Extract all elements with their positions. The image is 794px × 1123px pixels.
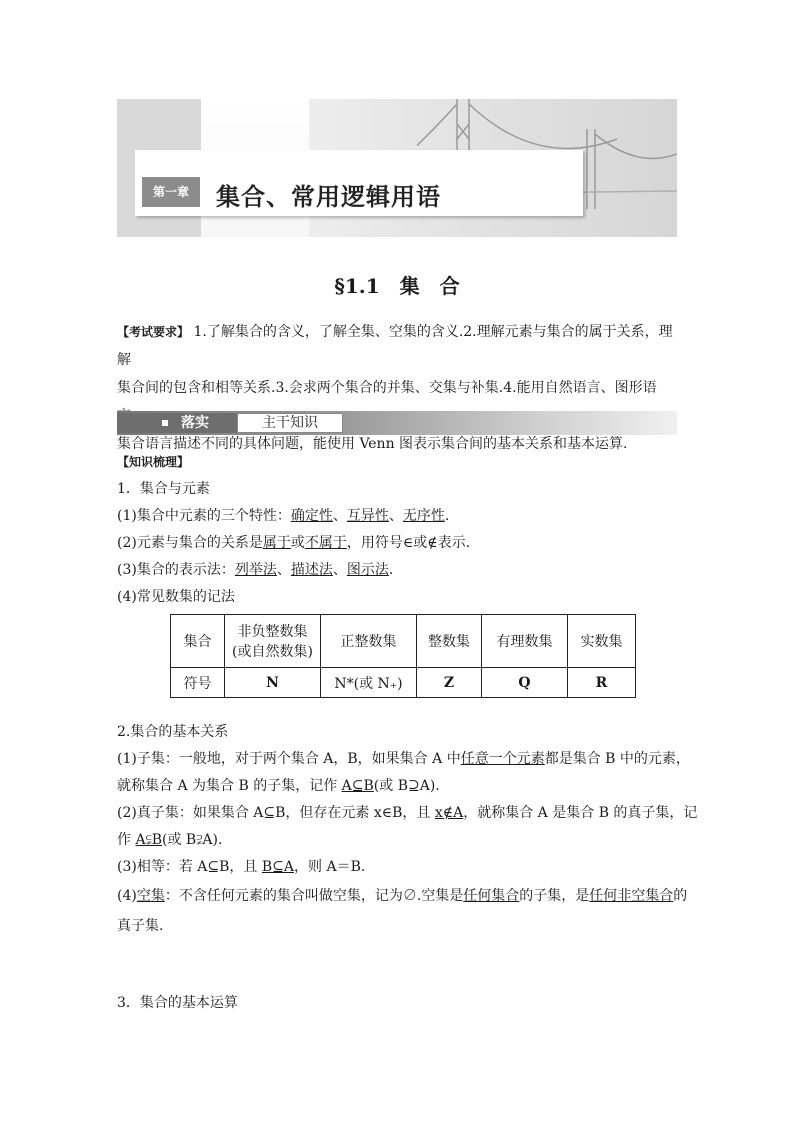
para-proper-subset-2 [117, 830, 222, 850]
heading-relations: 2.集合的基本关系 [117, 724, 229, 740]
para-number-sets: (4)常见数集的记法 [117, 589, 235, 605]
requirements-label: 【考试要求】 [117, 325, 190, 339]
answer-not-belongs: 不属于 [304, 535, 347, 551]
para-empty-set-1 [117, 886, 687, 906]
text-span: (或 B⫌A). [162, 832, 223, 848]
text-span: (3)集合的表示法： [117, 562, 235, 578]
section-bar [117, 411, 677, 435]
text-span: (4) [117, 888, 137, 904]
text-span: (3)相等：若 A⊆B，且 [117, 859, 262, 875]
answer-empty-set: 空集 [136, 888, 165, 904]
para-empty-set-2: 真子集. [117, 918, 164, 934]
para-subset-2 [117, 776, 440, 796]
bar-tab-luoshi [117, 413, 237, 433]
text-span: 、 [388, 508, 403, 524]
text-span: 或 [290, 535, 305, 551]
answer-description: 描述法 [290, 562, 333, 578]
answer-diagram: 图示法 [346, 562, 389, 578]
answer-any-set: 任何集合 [463, 888, 520, 904]
text-span: (2)真子集：如果集合 A⊆B，但存在元素 x∈B，且 [117, 805, 435, 821]
text-span: (1)集合中元素的三个特性： [117, 508, 291, 524]
text-span: . [388, 562, 394, 578]
bar-tab-zhugan: 主干知识 [237, 413, 343, 433]
table-cell: 有理数集 [482, 615, 568, 668]
text-span: . [444, 508, 450, 524]
heading-operations: 3．集合的基本运算 [117, 995, 238, 1011]
answer-b-subset-a: B⊆A [261, 859, 295, 875]
table-cell [225, 615, 321, 668]
text-span: ，则 A＝B. [294, 859, 366, 875]
table-cell: 符号 [171, 668, 225, 698]
requirements-line-3: 集合语言描述不同的具体问题，能使用 Venn 图表示集合间的基本关系和基本运算. [117, 436, 628, 452]
para-membership [117, 533, 470, 553]
table-row [171, 615, 636, 668]
answer-distinctness: 互异性 [346, 508, 389, 524]
chapter-title: 集合、常用逻辑用语 [216, 183, 441, 211]
number-sets-table [170, 614, 636, 698]
text-span: ：不含任何元素的集合叫做空集，记为∅.空集是 [164, 888, 464, 904]
table-cell: 正整数集 [321, 615, 417, 668]
text-span: 作 [117, 832, 136, 848]
heading-elements: 1．集合与元素 [117, 481, 210, 497]
table-row [171, 668, 636, 698]
answer-subset-notation: A⊆B [341, 778, 374, 794]
answer-belongs: 属于 [262, 535, 291, 551]
para-properties [117, 506, 449, 526]
table-cell: 实数集 [568, 615, 636, 668]
square-icon [162, 420, 168, 426]
cell-line: 非负整数集 [237, 624, 308, 640]
table-cell: N [225, 668, 321, 698]
knowledge-heading: 【知识梳理】 [117, 455, 190, 469]
answer-definiteness: 确定性 [290, 508, 333, 524]
para-subset-1 [117, 749, 690, 769]
answer-any-nonempty-set: 任何非空集合 [589, 888, 674, 904]
text-span: 、 [332, 508, 347, 524]
requirements-line-2: 集合间的包含和相等关系.3.会求两个集合的并集、交集与补集.4.能用自然语言、图形语 [117, 380, 657, 396]
table-cell: Z [417, 668, 482, 698]
section-title: §1.1 集 合 [334, 274, 460, 298]
table-cell: Q [482, 668, 568, 698]
text-span: ，就称集合 A 是集合 B 的真子集，记 [463, 805, 698, 821]
answer-x-not-in-a: x∉A [434, 805, 464, 821]
para-representation [117, 560, 393, 580]
text-span: 都是集合 B 中的元素， [544, 751, 690, 767]
table-cell: R [568, 668, 636, 698]
cell-line: (或自然数集) [232, 644, 313, 660]
text-span: (2)元素与集合的关系是 [117, 535, 263, 551]
text-span: 、 [332, 562, 347, 578]
chapter-banner [117, 99, 677, 237]
text-span: 就称集合 A 为集合 B 的子集，记作 [117, 778, 342, 794]
para-proper-subset-1 [117, 803, 697, 823]
answer-any-element: 任意一个元素 [460, 751, 545, 767]
table-cell: 整数集 [417, 615, 482, 668]
exam-requirements [117, 318, 679, 458]
text-span: ，用符号∈或∉表示. [346, 535, 471, 551]
answer-proper-subset-notation: A⫋B [135, 832, 163, 848]
answer-listing: 列举法 [234, 562, 277, 578]
chapter-tag: 第一章 [142, 177, 200, 207]
answer-unordered: 无序性 [402, 508, 445, 524]
text-span: 的子集，是 [519, 888, 590, 904]
table-cell: 集合 [171, 615, 225, 668]
text-span: (1)子集：一般地，对于两个集合 A，B，如果集合 A 中 [117, 751, 461, 767]
table-cell: N*(或 N₊) [321, 668, 417, 698]
requirements-line-1: 1.了解集合的含义，了解全集、空集的含义.2.理解元素与集合的属于关系，理解 [117, 324, 673, 368]
bar-tab-luoshi-label: 落实 [181, 415, 209, 431]
text-span: 的 [673, 888, 688, 904]
text-span: (或 B⊇A). [373, 778, 440, 794]
text-span: 、 [276, 562, 291, 578]
para-equal [117, 857, 365, 877]
